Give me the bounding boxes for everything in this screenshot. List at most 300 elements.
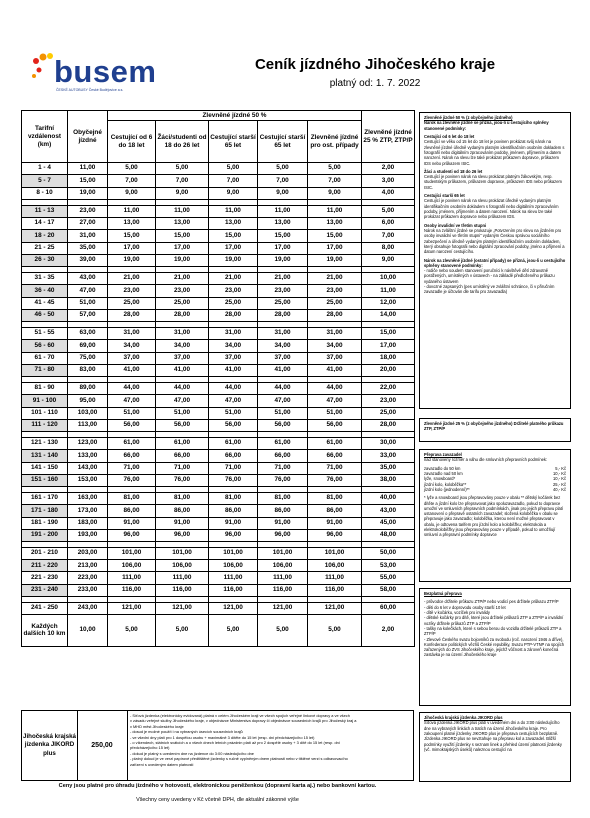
price-cell: 57,00 — [68, 309, 108, 321]
price-cell: 5,00 — [209, 615, 258, 647]
price-cell: 25,00 — [258, 297, 308, 309]
table-row — [22, 419, 415, 431]
table-row — [22, 382, 415, 394]
price-cell: 75,00 — [68, 352, 108, 364]
distance-cell: 241 - 250 — [22, 602, 68, 614]
baggage-item-label: zavazadlo nad 50 km — [424, 470, 463, 476]
distance-cell: 201 - 210 — [22, 547, 68, 559]
table-row — [22, 230, 415, 242]
price-cell: 106,00 — [308, 560, 362, 572]
price-cell: 34,00 — [209, 340, 258, 352]
price-cell: 41,00 — [108, 364, 156, 376]
price-cell: 7,00 — [156, 175, 209, 187]
logo-wordmark: busem — [54, 54, 157, 89]
distance-cell: 1 - 4 — [22, 163, 68, 175]
price-cell: 5,00 — [209, 163, 258, 175]
price-cell: 86,00 — [308, 505, 362, 517]
col-header-regular: Obyčejné jízdné — [68, 111, 108, 163]
price-cell: 25,00 — [156, 297, 209, 309]
table-row — [22, 572, 415, 584]
price-cell: 51,00 — [308, 407, 362, 419]
price-cell: 17,00 — [156, 242, 209, 254]
price-cell: 123,00 — [68, 437, 108, 449]
price-cell: 96,00 — [156, 529, 209, 541]
price-cell: 30,00 — [362, 437, 415, 449]
baggage-item-label: jízdní kolo, koloběžka** — [424, 481, 467, 487]
price-cell: 69,00 — [68, 340, 108, 352]
price-cell: 15,00 — [258, 230, 308, 242]
price-cell: 28,00 — [156, 309, 209, 321]
price-cell: 2,00 — [362, 163, 415, 175]
price-cell: 23,00 — [308, 285, 362, 297]
jikord-box — [21, 710, 414, 781]
table-row — [22, 272, 415, 284]
distance-cell: 11 - 13 — [22, 205, 68, 217]
price-cell: 11,00 — [362, 285, 415, 297]
price-cell: 19,00 — [108, 254, 156, 266]
distance-cell: 161 - 170 — [22, 492, 68, 504]
price-cell: 56,00 — [209, 419, 258, 431]
col-header-other: Zlevněné jízdné pro ost. případy — [308, 121, 362, 163]
price-cell: 25,00 — [362, 407, 415, 419]
table-row — [22, 407, 415, 419]
price-cell: 13,00 — [258, 217, 308, 229]
price-cell: 106,00 — [156, 560, 209, 572]
price-cell: 5,00 — [108, 163, 156, 175]
price-cell: 143,00 — [68, 462, 108, 474]
price-cell: 71,00 — [308, 462, 362, 474]
price-cell: 23,00 — [362, 395, 415, 407]
price-cell: 61,00 — [308, 437, 362, 449]
jikord-rule-line: - dosud je možné použít i na vybraných úsecích sousedních krajů — [130, 729, 243, 735]
group-header-discount50: Zlevněné jízdné 50 % — [108, 111, 362, 121]
price-cell: 18,00 — [362, 352, 415, 364]
payment-note: Ceny jsou platné pro úhradu jízdného v hotovosti, elektronickou peněženkou (dopravní karta aj.) nebo bankovní kartou. — [58, 783, 377, 789]
price-cell: 34,00 — [258, 340, 308, 352]
price-cell: 40,00 — [362, 492, 415, 504]
price-cell: 23,00 — [258, 285, 308, 297]
price-cell: 44,00 — [308, 382, 362, 394]
price-cell: 34,00 — [108, 340, 156, 352]
price-cell: 9,00 — [258, 187, 308, 199]
jikord-rule-line: v zásadu veřejné služby Jihočeského kraje, v objednávce Ministerstva dopravy či objednávce sousedních krajů pro Jihočeský kraj a — [130, 718, 357, 724]
price-cell: 23,00 — [209, 285, 258, 297]
table-row — [22, 175, 415, 187]
price-cell: 44,00 — [108, 382, 156, 394]
s3-text: Cestující je povinen nárok na slevu prokázat úředně vydaným platným identifikačním osobním dokladem s fotografií nebo digitálním zpracováním podoby, jménem, příjmením a datem narození. Nárok na slevu lze také prokázat průkazem dopravce nebo průkazem IDS. — [424, 198, 559, 220]
discount25-text: Zlevněné jízdné 25 % (z obyčejného jízdného) Držitelé platného průkazu ZTP, ZTP/P — [424, 421, 564, 432]
distance-cell: 211 - 220 — [22, 560, 68, 572]
price-cell: 76,00 — [258, 474, 308, 486]
distance-cell: 231 - 240 — [22, 584, 68, 596]
free-title: Bezplatná přeprava — [424, 591, 462, 596]
price-cell: 15,00 — [308, 230, 362, 242]
price-cell: 106,00 — [258, 560, 308, 572]
s5-text: - rodiče nebo soudem stanovení poručníci k návštěvě dětí zdravotně postižených, umístěných v ústavech - na základě předloženého průkazu vydaného ústavem - dovozné zapsaných (pes umístěný ve zvláštní schránce, či v přiručním zavazadle je účtován dle tarifu pro zavazadla) — [424, 268, 555, 295]
baggage-item-label: zavazadlo do 50 km — [424, 465, 461, 471]
price-cell: 11,00 — [156, 205, 209, 217]
distance-cell: 191 - 200 — [22, 529, 68, 541]
price-cell: 5,00 — [156, 163, 209, 175]
price-cell: 91,00 — [108, 517, 156, 529]
price-cell: 47,00 — [258, 395, 308, 407]
price-cell: 22,00 — [362, 382, 415, 394]
jikord-price: 250,00 — [77, 711, 128, 780]
baggage-item-price: 10,- Kč — [553, 470, 566, 476]
price-cell: 101,00 — [209, 547, 258, 559]
price-cell: 101,00 — [258, 547, 308, 559]
price-cell: 66,00 — [108, 450, 156, 462]
price-cell: 39,00 — [68, 254, 108, 266]
price-cell: 7,00 — [362, 230, 415, 242]
baggage-info-box — [419, 449, 571, 582]
distance-cell: 141 - 150 — [22, 462, 68, 474]
vat-note: Všechny ceny uvedeny v Kč včetně DPH, dle aktuální zákonné výše — [136, 797, 299, 803]
price-cell: 34,00 — [156, 340, 209, 352]
price-cell: 121,00 — [209, 602, 258, 614]
price-cell: 5,00 — [308, 163, 362, 175]
price-cell: 19,00 — [308, 254, 362, 266]
price-cell: 66,00 — [209, 450, 258, 462]
distance-cell: 121 - 130 — [22, 437, 68, 449]
table-row — [22, 584, 415, 596]
price-cell: 17,00 — [362, 340, 415, 352]
fare-table — [21, 110, 415, 647]
price-cell: 25,00 — [209, 297, 258, 309]
price-cell: 153,00 — [68, 474, 108, 486]
price-cell: 47,00 — [209, 395, 258, 407]
price-cell: 101,00 — [308, 547, 362, 559]
jikord-rule-line: zařízení s uvedeným datem platnosti — [130, 761, 194, 767]
price-cell: 15,00 — [156, 230, 209, 242]
price-cell: 51,00 — [209, 407, 258, 419]
table-row — [22, 364, 415, 376]
price-cell: 27,00 — [68, 217, 108, 229]
price-cell: 5,00 — [362, 205, 415, 217]
price-cell: 19,00 — [258, 254, 308, 266]
price-cell: 5,00 — [308, 615, 362, 647]
distance-cell: 14 - 17 — [22, 217, 68, 229]
price-cell: 47,00 — [308, 395, 362, 407]
table-row — [22, 340, 415, 352]
price-cell: 9,00 — [108, 187, 156, 199]
jikord-rule-line: - dokud je platný s uvedením dne na jízdence do 3:00 následujícího dne — [130, 750, 254, 756]
price-cell: 111,00 — [258, 572, 308, 584]
table-row — [22, 437, 415, 449]
price-cell: 96,00 — [209, 529, 258, 541]
table-row — [22, 474, 415, 486]
price-cell: 121,00 — [258, 602, 308, 614]
price-cell: 21,00 — [258, 272, 308, 284]
price-cell: 38,00 — [362, 474, 415, 486]
table-row — [22, 187, 415, 199]
price-cell: 7,00 — [258, 175, 308, 187]
price-cell: 95,00 — [68, 395, 108, 407]
price-cell: 31,00 — [209, 327, 258, 339]
distance-cell: 91 - 100 — [22, 395, 68, 407]
price-cell: 11,00 — [68, 163, 108, 175]
price-cell: 19,00 — [209, 254, 258, 266]
price-cell: 31,00 — [68, 230, 108, 242]
price-cell: 133,00 — [68, 450, 108, 462]
price-cell: 15,00 — [68, 175, 108, 187]
s4-title: Osoby invalidní ve třetím stupni — [424, 222, 487, 228]
price-cell: 50,00 — [362, 547, 415, 559]
price-cell: 47,00 — [156, 395, 209, 407]
price-cell: 44,00 — [258, 382, 308, 394]
price-cell: 76,00 — [156, 474, 209, 486]
table-row — [22, 395, 415, 407]
price-cell: 76,00 — [108, 474, 156, 486]
table-row — [22, 547, 415, 559]
baggage-item-price: 5,- Kč — [555, 465, 566, 471]
price-cell: 15,00 — [209, 230, 258, 242]
price-cell: 43,00 — [68, 272, 108, 284]
table-row — [22, 352, 415, 364]
jikord-rule-line: předcházejícího 15 let) — [130, 745, 170, 751]
price-cell: 11,00 — [209, 205, 258, 217]
price-cell: 111,00 — [108, 572, 156, 584]
price-cell: 48,00 — [362, 529, 415, 541]
price-cell: 3,00 — [362, 175, 415, 187]
price-cell: 31,00 — [108, 327, 156, 339]
price-cell: 35,00 — [68, 242, 108, 254]
price-cell: 10,00 — [362, 272, 415, 284]
s4-text: Nárok na zvláštní jízdné se prokazuje „Potvrzením pro slevu na jízdném pro osoby invalidní ve třetím stupni" vydaným Českou správou sociálního zabezpečení a úředně vydaným platným identifikačním osobním dokladem, který obsahuje fotografii nebo digitální zpracování podoby, jméno a příjmení a datum narození cestujícího. — [424, 227, 565, 255]
price-cell: 223,00 — [68, 572, 108, 584]
baggage-item-price: 10,- Kč — [553, 476, 566, 482]
price-cell: 9,00 — [362, 254, 415, 266]
distance-cell: 131 - 140 — [22, 450, 68, 462]
free-transport-box — [419, 588, 571, 706]
price-cell: 13,00 — [156, 217, 209, 229]
table-row — [22, 327, 415, 339]
discount25-info-box — [419, 418, 571, 442]
price-cell: 33,00 — [362, 450, 415, 462]
jikord-label: Jihočeská krajská jízdenka JIKORD plus — [22, 711, 78, 780]
price-cell: 213,00 — [68, 560, 108, 572]
free-text: - průvodce držitele průkazu ZTP/P nebo vodicí pes držitele průkazu ZTP/P - děti do 6 let v doprovodu osoby starší 10 let - dítě v kočárku, vozíček pro invalidy - dětské kočárky pro dítě, které jsou držitelé průkazů ZTP a ZTP/P a invalidní vozíky držitele průkazů ZTP a ZTP/P - tašky na kolečkách, které s sebou berou do vozidla držitelé průkazů ZTP a ZTP/P - Zlevové Českého svazu bojovníků za svobodu (roč. narození 1946 a dříve), Konfederace politických vězňů České republiky, Svazu PTP-VTNP na spojích zařazených do ZVS Jihočeského kraje, jejichž vůčnost a zároveň konečná zastávka je na území Jihočeského kraje — [424, 599, 565, 658]
price-cell: 21,00 — [308, 272, 362, 284]
price-cell: 113,00 — [68, 419, 108, 431]
price-cell: 83,00 — [68, 364, 108, 376]
baggage-note: * lyže a snowboard jsou přepravovány pouze v obalu ** dětský kočárek bez dítěte a jízdní kolo lze přepravovat jako spoluzavazadlo, pokud to dopravce umožní ve smluvních přepravních podmínkách, jinak pro jejich přepravu platí ustanovení o přepravě ostatních zavazadel; složená koloběžka v obalu se přepravuje jako zavazadlo; koloběžka, kterou není možné přepravovat v obalu, je odtovena tarifem pro jízdní kolo a koloběžku; elektrokola a elektrokoloběžky jsou přepravovány pouze v případě, pokud to umožňují smluvní a přepravní podmínky dopravce — [424, 495, 564, 538]
price-cell: 17,00 — [258, 242, 308, 254]
price-cell: 37,00 — [209, 352, 258, 364]
price-cell: 56,00 — [156, 419, 209, 431]
distance-cell: 151 - 160 — [22, 474, 68, 486]
col-header-distance: Tarifní vzdálenost (km) — [22, 111, 68, 163]
price-cell: 111,00 — [156, 572, 209, 584]
distance-cell: 5 - 7 — [22, 175, 68, 187]
s5-title: Nárok na zlevněné jízdné (ostatní případy) se přizná, jsou-li u cestujícího splněny stanovené podmínky: — [424, 257, 566, 268]
price-cell: 25,00 — [308, 297, 362, 309]
price-cell: 9,00 — [308, 187, 362, 199]
price-cell: 28,00 — [362, 419, 415, 431]
price-cell: 51,00 — [258, 407, 308, 419]
price-cell: 17,00 — [308, 242, 362, 254]
baggage-list — [424, 466, 566, 493]
price-cell: 96,00 — [108, 529, 156, 541]
price-cell: 21,00 — [209, 272, 258, 284]
price-cell: 51,00 — [68, 297, 108, 309]
price-cell: 31,00 — [308, 327, 362, 339]
price-cell: 9,00 — [156, 187, 209, 199]
price-cell: 86,00 — [258, 505, 308, 517]
discount50-title: Zlevněné jízdné 50 % (z obyčejného jízdného) — [424, 115, 513, 120]
price-cell: 81,00 — [258, 492, 308, 504]
price-cell: 31,00 — [156, 327, 209, 339]
price-cell: 116,00 — [209, 584, 258, 596]
distance-cell: 81 - 90 — [22, 382, 68, 394]
price-cell: 19,00 — [156, 254, 209, 266]
distance-cell: 26 - 30 — [22, 254, 68, 266]
price-cell: 25,00 — [108, 297, 156, 309]
table-row — [22, 450, 415, 462]
baggage-item — [424, 487, 566, 492]
price-cell: 12,00 — [362, 297, 415, 309]
jikord-info-box — [419, 712, 571, 782]
table-row — [22, 517, 415, 529]
price-cell: 47,00 — [68, 285, 108, 297]
table-row — [22, 505, 415, 517]
price-cell: 86,00 — [108, 505, 156, 517]
s2-text: Cestující je povinen nárok na slevu prokázat platným žákovským, resp. studentským průkazem, průkazem dopravce, průkazem IDS nebo průkazem ISIC. — [424, 174, 562, 190]
price-cell: 63,00 — [68, 327, 108, 339]
price-cell: 17,00 — [209, 242, 258, 254]
price-cell: 5,00 — [108, 615, 156, 647]
price-cell: 34,00 — [308, 340, 362, 352]
price-cell: 37,00 — [258, 352, 308, 364]
distance-cell: 181 - 190 — [22, 517, 68, 529]
price-cell: 8,00 — [362, 242, 415, 254]
table-row — [22, 462, 415, 474]
price-cell: 183,00 — [68, 517, 108, 529]
busem-logo — [30, 52, 190, 96]
price-cell: 66,00 — [156, 450, 209, 462]
price-cell: 5,00 — [156, 615, 209, 647]
price-cell: 163,00 — [68, 492, 108, 504]
price-cell: 101,00 — [156, 547, 209, 559]
table-row — [22, 529, 415, 541]
table-row — [22, 242, 415, 254]
price-cell: 7,00 — [108, 175, 156, 187]
price-cell: 71,00 — [156, 462, 209, 474]
price-cell: 56,00 — [308, 419, 362, 431]
price-cell: 13,00 — [209, 217, 258, 229]
price-cell: 6,00 — [362, 217, 415, 229]
price-cell: 28,00 — [258, 309, 308, 321]
baggage-intro: nad stanovený rozměr a váhu dle smluvních přepravních podmínek: — [424, 457, 548, 463]
price-cell: 121,00 — [108, 602, 156, 614]
price-cell: 71,00 — [108, 462, 156, 474]
s3-title: Cestující starší 65 let — [424, 193, 465, 199]
price-cell: 66,00 — [308, 450, 362, 462]
price-cell: 41,00 — [209, 364, 258, 376]
price-cell: 43,00 — [362, 505, 415, 517]
price-cell: 101,00 — [108, 547, 156, 559]
price-cell: 41,00 — [258, 364, 308, 376]
baggage-title: Přeprava zavazadel — [424, 452, 462, 457]
price-cell: 81,00 — [156, 492, 209, 504]
price-cell: 15,00 — [108, 230, 156, 242]
table-row — [22, 285, 415, 297]
price-cell: 41,00 — [156, 364, 209, 376]
price-cell: 20,00 — [362, 364, 415, 376]
jikord-rule-line: - ve všední dny platí pro 1 dospělou osobu + maximálně 3 dítěte do 15 let (resp. dni předcházejícího 15 let) — [130, 734, 315, 740]
price-cell: 86,00 — [209, 505, 258, 517]
jikord-rule-line: - platný dokud je ve verzi papírové předtištěné jízdenky s ručně vyplněným dnem platnosti nebo v tištěné verzi s odbavovacího — [130, 756, 348, 762]
price-cell: 44,00 — [156, 382, 209, 394]
distance-cell: 56 - 60 — [22, 340, 68, 352]
price-cell: 106,00 — [108, 560, 156, 572]
price-cell: 11,00 — [308, 205, 362, 217]
price-cell: 96,00 — [258, 529, 308, 541]
price-cell: 58,00 — [362, 584, 415, 596]
table-row — [22, 309, 415, 321]
price-cell: 76,00 — [308, 474, 362, 486]
price-cell: 86,00 — [156, 505, 209, 517]
price-cell: 5,00 — [258, 163, 308, 175]
price-cell: 116,00 — [308, 584, 362, 596]
table-row — [22, 163, 415, 175]
price-cell: 44,00 — [209, 382, 258, 394]
price-cell: 15,00 — [362, 327, 415, 339]
price-cell: 53,00 — [362, 560, 415, 572]
price-cell: 28,00 — [308, 309, 362, 321]
price-cell: 51,00 — [108, 407, 156, 419]
price-cell: 173,00 — [68, 505, 108, 517]
price-cell: 66,00 — [258, 450, 308, 462]
price-cell: 121,00 — [308, 602, 362, 614]
jikord-info-title: Jihočeská krajská jízdenka JIKORD plus — [424, 715, 503, 720]
table-row — [22, 560, 415, 572]
price-cell: 28,00 — [108, 309, 156, 321]
price-cell: 21,00 — [108, 272, 156, 284]
price-cell: 103,00 — [68, 407, 108, 419]
table-row — [22, 297, 415, 309]
distance-cell: 36 - 40 — [22, 285, 68, 297]
price-cell: 81,00 — [209, 492, 258, 504]
price-cell: 11,00 — [108, 205, 156, 217]
baggage-item-label: jízdní kolo (jednodenní)** — [424, 486, 470, 492]
price-cell: 7,00 — [209, 175, 258, 187]
price-cell: 91,00 — [209, 517, 258, 529]
price-cell: 111,00 — [209, 572, 258, 584]
table-row — [22, 205, 415, 217]
price-cell: 193,00 — [68, 529, 108, 541]
price-cell: 96,00 — [308, 529, 362, 541]
price-cell: 61,00 — [209, 437, 258, 449]
s2-title: Žáci a studenti od 18 do 26 let — [424, 168, 483, 174]
baggage-item-label: lyže, snowboard* — [424, 476, 456, 482]
price-cell: 51,00 — [156, 407, 209, 419]
distance-cell: Každých dalších 10 km — [22, 615, 68, 647]
price-cell: 56,00 — [258, 419, 308, 431]
distance-cell: 8 - 10 — [22, 187, 68, 199]
price-cell: 17,00 — [108, 242, 156, 254]
col-header-65-b: Cestující starší 65 let — [258, 121, 308, 163]
price-cell: 23,00 — [108, 285, 156, 297]
price-cell: 243,00 — [68, 602, 108, 614]
col-header-6-18: Cestující od 6 do 18 let — [108, 121, 156, 163]
distance-cell: 21 - 25 — [22, 242, 68, 254]
col-header-65-a: Cestující starší 65 let — [209, 121, 258, 163]
price-cell: 121,00 — [156, 602, 209, 614]
jikord-info-text: Síťová jízdenka JIKORD plus platí v uvedeném dni a do 3:00 následujícího dne na vybraných linkách a tratích na území Jihočeského kraje. Pro zakoupení platné jízdenky JIKORD plus je přeprava cestujících bezplatně. Jízdenka JIKORD plus se nevztahuje na přepravu kol a zavazadel. Bližší podmínky využití jízdenky s seznam linek a přehled území platnosti jízdenky (vč. mimokrajských úseků) naleznou cestující na — [424, 720, 562, 752]
price-cell: 10,00 — [68, 615, 108, 647]
price-cell: 61,00 — [258, 437, 308, 449]
